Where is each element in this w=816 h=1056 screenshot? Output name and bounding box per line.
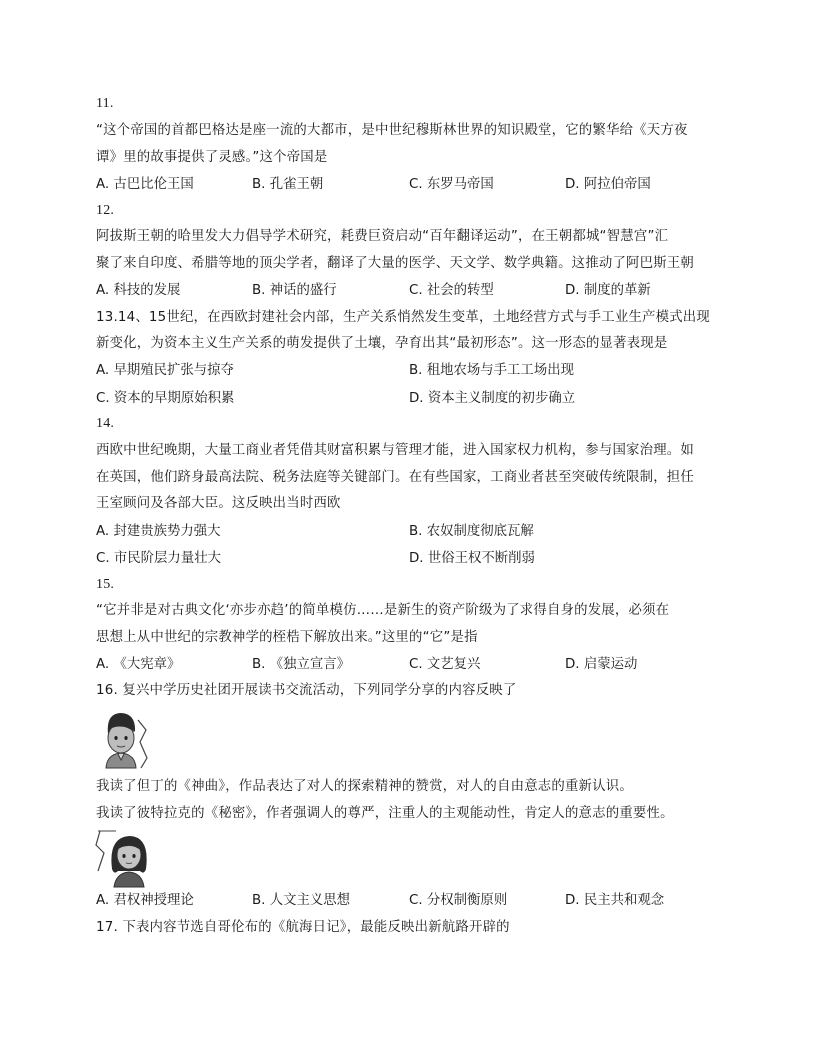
q13-option-a: A. 早期殖民扩张与掠夺 (96, 363, 234, 378)
q12-stem-line1: 阿拔斯王朝的哈里发大力倡导学术研究，耗费巨资启动“百年翻译运动”，在王朝都城“智慧宫”汇 (96, 229, 669, 244)
q16-stem: 16. 复兴中学历史社团开展读书交流活动，下列同学分享的内容反映了 (96, 683, 517, 698)
q14-option-c: C. 市民阶层力量壮大 (96, 551, 221, 566)
q16-option-a: A. 君权神授理论 (96, 893, 194, 908)
q15-stem-line1: “它并非是对古典文化‘亦步亦趋’的简单模仿……是新生的资产阶级为了求得自身的发展，必须在 (96, 603, 670, 618)
q15-option-d: D. 启蒙运动 (565, 657, 638, 672)
girl-avatar-icon (94, 829, 160, 889)
q14-option-b: B. 农奴制度彻底瓦解 (409, 524, 534, 539)
q12-number: 12. (96, 203, 115, 218)
q12-option-b: B. 神话的盛行 (252, 283, 337, 298)
q16-share-2: 我读了彼特拉克的《秘密》，作者强调人的尊严，注重人的主观能动性，肯定人的意志的重要性。 (96, 806, 674, 821)
q12-option-c: C. 社会的转型 (409, 283, 494, 298)
q14-stem-line2: 在英国，他们跻身最高法院、税务法庭等关键部门。在有些国家，工商业者甚至突破传统限制，担任 (96, 470, 694, 485)
q15-number: 15. (96, 577, 115, 592)
q15-option-a: A. 《大宪章》 (96, 657, 181, 672)
q15-stem-line2: 思想上从中世纪的宗教神学的桎梏下解放出来。”这里的“它”是指 (96, 630, 478, 645)
q11-stem-line1: “这个帝国的首都巴格达是座一流的大都市，是中世纪穆斯林世界的知识殿堂，它的繁华给《天方夜 (96, 123, 688, 138)
q13-option-c: C. 资本的早期原始积累 (96, 391, 235, 406)
q16-share-1: 我读了但丁的《神曲》，作品表达了对人的探索精神的赞赏，对人的自由意志的重新认识。 (96, 779, 633, 794)
q14-option-d: D. 世俗王权不断削弱 (409, 551, 535, 566)
q12-option-a: A. 科技的发展 (96, 283, 181, 298)
q13-option-b: B. 租地农场与手工工场出现 (409, 363, 574, 378)
boy-avatar-icon (94, 708, 154, 770)
q15-option-b: B. 《独立宣言》 (252, 657, 351, 672)
q11-option-d: D. 阿拉伯帝国 (565, 177, 651, 192)
q14-option-a: A. 封建贵族势力强大 (96, 524, 221, 539)
q11-stem-line2: 谭》里的故事提供了灵感。”这个帝国是 (96, 150, 328, 165)
q13-stem-line2: 新变化，为资本主义生产关系的萌发提供了土壤，孕育出其“最初形态”。这一形态的显著表现是 (96, 336, 668, 351)
q16-option-b: B. 人文主义思想 (252, 893, 351, 908)
q14-stem-line3: 王室顾问及各部大臣。这反映出当时西欧 (96, 496, 341, 511)
q11-number: 11. (96, 96, 114, 111)
q11-option-c: C. 东罗马帝国 (409, 177, 494, 192)
q16-option-c: C. 分权制衡原则 (409, 893, 508, 908)
q13-option-d: D. 资本主义制度的初步确立 (409, 391, 576, 406)
q16-option-d: D. 民主共和观念 (565, 893, 665, 908)
q14-stem-line1: 西欧中世纪晚期，大量工商业者凭借其财富积累与管理才能，进入国家权力机构，参与国家治理。如 (96, 443, 694, 458)
q17-stem: 17. 下表内容节选自哥伦布的《航海日记》，最能反映出新航路开辟的 (96, 920, 510, 935)
q12-option-d: D. 制度的革新 (565, 283, 651, 298)
q13-stem-line1: 13.14、15世纪，在西欧封建社会内部，生产关系悄然发生变革，土地经营方式与手工业生产模式出现 (96, 310, 710, 325)
q12-stem-line2: 聚了来自印度、希腊等地的顶尖学者，翻译了大量的医学、天文学、数学典籍。这推动了阿巴斯王朝 (96, 256, 694, 271)
q14-number: 14. (96, 416, 115, 431)
q11-option-b: B. 孔雀王朝 (252, 177, 324, 192)
q15-option-c: C. 文艺复兴 (409, 657, 481, 672)
q11-option-a: A. 古巴比伦王国 (96, 177, 194, 192)
